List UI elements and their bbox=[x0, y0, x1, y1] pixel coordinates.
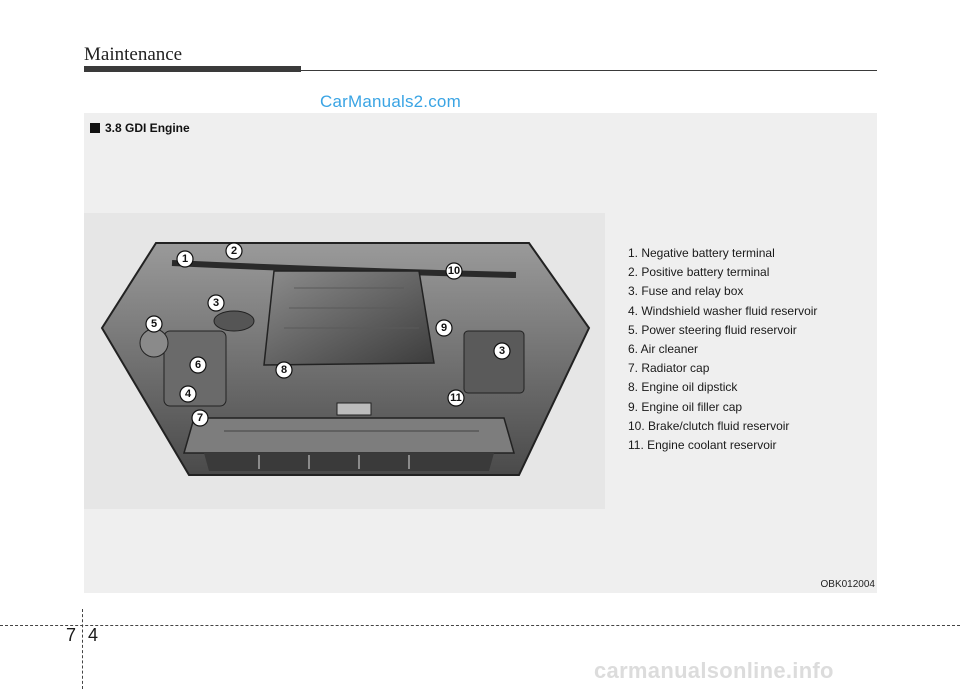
callout-9 bbox=[436, 320, 452, 336]
svg-text:7: 7 bbox=[196, 412, 204, 424]
legend-item: 10. Brake/clutch fluid reservoir bbox=[628, 418, 790, 433]
callout-7 bbox=[192, 410, 208, 426]
legend-item: 7. Radiator cap bbox=[628, 361, 710, 376]
legend-item: 5. Power steering fluid reservoir bbox=[628, 322, 797, 337]
svg-text:8: 8 bbox=[280, 364, 288, 376]
page-number: 4 bbox=[88, 625, 99, 645]
callout-3-left bbox=[208, 295, 224, 311]
callout-3-right bbox=[494, 343, 510, 359]
engine-illustration bbox=[84, 213, 605, 509]
legend-item: 8. Engine oil dipstick bbox=[628, 380, 738, 395]
callout-8 bbox=[276, 362, 292, 378]
image-code: OBK012004 bbox=[820, 579, 875, 590]
callout-1 bbox=[177, 251, 193, 267]
watermark-link[interactable]: CarManuals2.com bbox=[320, 92, 461, 111]
legend-item: 4. Windshield washer fluid reservoir bbox=[628, 303, 818, 318]
legend-item: 11. Engine coolant reservoir bbox=[628, 437, 777, 452]
svg-text:5: 5 bbox=[150, 318, 158, 330]
legend-item: 3. Fuse and relay box bbox=[628, 284, 744, 299]
svg-text:11: 11 bbox=[450, 392, 462, 404]
figure-heading-text: 3.8 GDI Engine bbox=[105, 121, 190, 135]
svg-text:6: 6 bbox=[194, 359, 202, 371]
component-legend bbox=[628, 244, 817, 455]
figure-panel bbox=[84, 113, 877, 593]
legend-item: 2. Positive battery terminal bbox=[628, 265, 770, 280]
chapter-number: 7 bbox=[66, 625, 77, 645]
svg-text:3: 3 bbox=[498, 345, 506, 357]
footer-dashed-rule bbox=[0, 625, 960, 626]
callout-2 bbox=[226, 243, 242, 259]
callout-5 bbox=[146, 316, 162, 332]
figure-heading bbox=[90, 121, 190, 135]
svg-text:9: 9 bbox=[440, 322, 448, 334]
legend-item: 6. Air cleaner bbox=[628, 341, 699, 356]
callout-4 bbox=[180, 386, 196, 402]
engine-bay-drawing bbox=[84, 213, 605, 509]
callout-6 bbox=[190, 357, 206, 373]
svg-text:2: 2 bbox=[230, 245, 238, 257]
svg-text:10: 10 bbox=[447, 265, 461, 277]
header-rule-thin bbox=[301, 70, 877, 71]
header-rule-thick bbox=[84, 66, 301, 72]
callout-10 bbox=[446, 263, 462, 279]
callout-11 bbox=[448, 390, 464, 406]
section-title: Maintenance bbox=[84, 44, 183, 65]
legend-item: 1. Negative battery terminal bbox=[628, 246, 775, 260]
svg-text:1: 1 bbox=[181, 253, 189, 265]
site-watermark: carmanualsonline.info bbox=[594, 658, 834, 683]
footer-dashed-divider bbox=[82, 609, 83, 689]
svg-text:3: 3 bbox=[212, 297, 220, 309]
square-bullet-icon bbox=[90, 123, 100, 133]
svg-text:4: 4 bbox=[184, 388, 192, 400]
legend-item: 9. Engine oil filler cap bbox=[628, 399, 743, 414]
